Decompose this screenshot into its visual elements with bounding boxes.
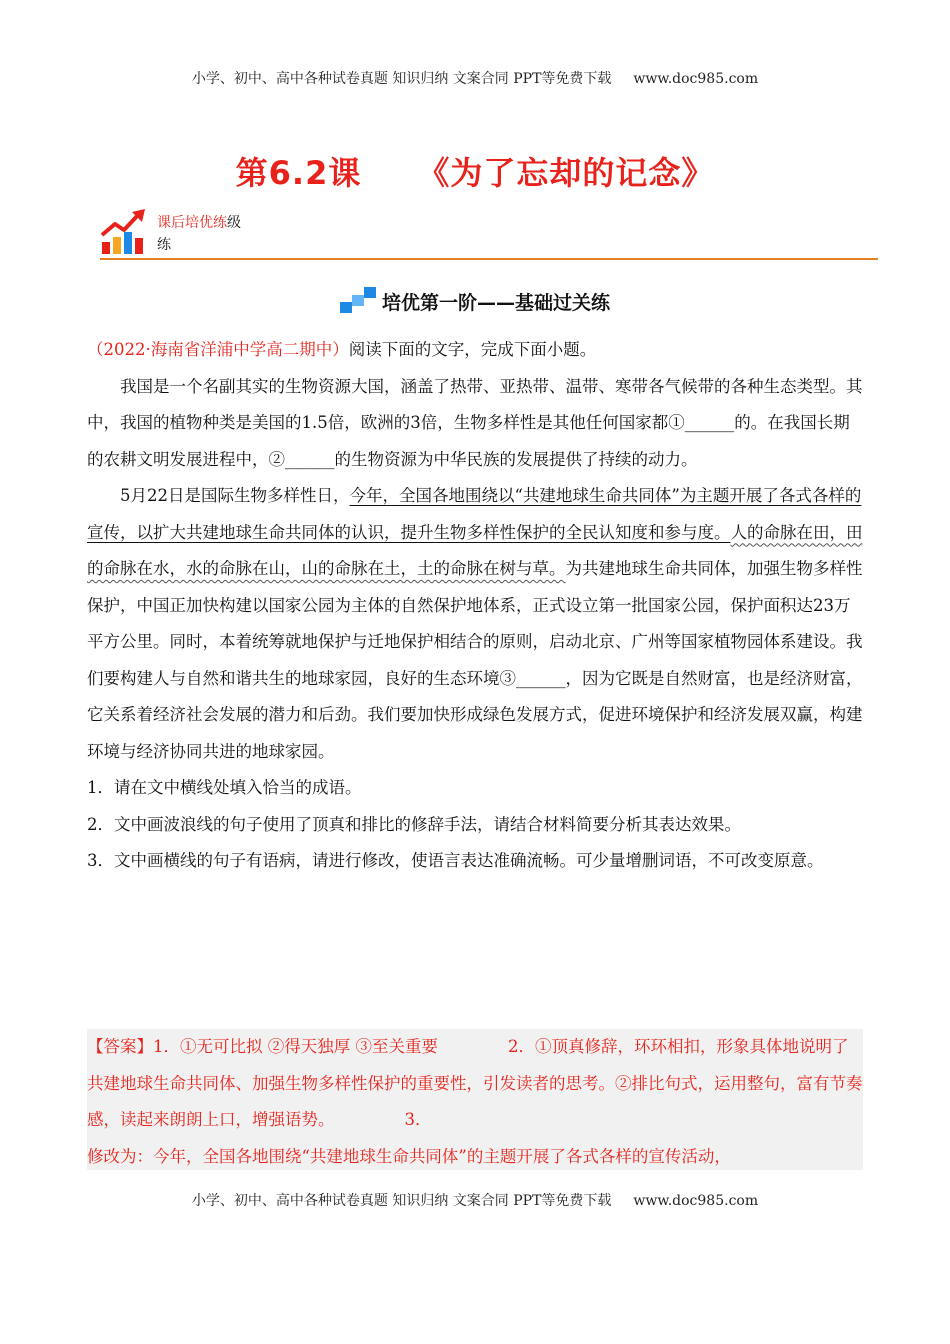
steps-icon: [340, 287, 376, 313]
header-text: 小学、初中、高中各种试卷真题 知识归纳 文案合同 PPT等免费下载: [191, 71, 612, 87]
question-item-2: 2．文中画波浪线的句子使用了顶真和排比的修辞手法，请结合材料简要分析其表达效果。: [87, 814, 741, 834]
footer-text: 小学、初中、高中各种试卷真题 知识归纳 文案合同 PPT等免费下载: [191, 1193, 612, 1209]
answer-part-3: 3．: [404, 1110, 432, 1129]
practice-badge: [157, 212, 267, 256]
answer-text: [87, 1029, 863, 1139]
answer-part-4: 修改为：今年，全国各地围绕“共建地球生命共同体”的主题开展了各式各样的宣传活动，: [87, 1146, 731, 1166]
badge-label-1: 级: [227, 215, 241, 231]
page-footer: [0, 1190, 950, 1210]
answer-part-2: 2．①顶真修辞，环环相扣，形象具体地说明了共建地球生命共同体、加强生物多样性保护的重要性，引发读者的思考。②排比句式，运用整句，富有节奏感，读起来朗朗上口，增强语势。: [87, 1037, 863, 1129]
page-header: [0, 68, 950, 88]
header-rule: [100, 258, 878, 260]
header-site[interactable]: www.doc985.com: [633, 71, 759, 87]
lesson-number: 第6.2课: [235, 154, 362, 192]
lesson-title: [0, 148, 950, 194]
passage-paragraph-2: [87, 478, 863, 770]
growth-chart-icon: [100, 208, 152, 256]
footer-site[interactable]: www.doc985.com: [633, 1193, 759, 1209]
question-item-3: 3．文中画横线的句子有语病，请进行修改，使语言表达准确流畅。可少量增删词语，不可改变原意。: [87, 851, 824, 870]
answer-block: [87, 1029, 863, 1170]
section-heading: [0, 287, 950, 315]
underlined-sentence: 今年，全国各地围绕以“共建地球生命共同体”为主题开展了各式各样的宣传，以扩大共建地球生命共同体的认识，提升生物多样性保护的全民认知度和参与度。: [87, 486, 862, 542]
badge-label-2: 练: [157, 237, 171, 253]
question-source: （2022·海南省洋浦中学高二期中）: [87, 340, 349, 359]
answer-part-1: 【答案】1．①无可比拟 ②得天独厚 ③至关重要: [87, 1037, 438, 1056]
para2-rest: 为共建地球生命共同体，加强生物多样性保护，中国正加快构建以国家公园为主体的自然保护地体系，正式设立第一批国家公园，保护面积达23万平方公里。同时，本着统筹就地保护与迁地保护相结合的原则，启动北京、广州等国家植物园体系建设。我们要构建人与自然和谐共生的地球家园，良好的生态环境③______，因为它既是自然财富，也是经济财富，它关系着经济社会发展的潜力和后劲。我们要加快形成绿色发展方式，促进环境保护和经济发展双赢，构建环境与经济协同共进的地球家园。: [87, 559, 863, 761]
para2-lead: 5月22日是国际生物多样性日，: [120, 486, 350, 505]
question-item-1: 1．请在文中横线处填入恰当的成语。: [87, 778, 362, 797]
passage-paragraph-1: 我国是一个名副其实的生物资源大国，涵盖了热带、亚热带、温带、寒带各气候带的各种生态类型。其中，我国的植物种类是美国的1.5倍，欧洲的3倍，生物多样性是其他任何国家都①______的。在我国长期的农耕文明发展进程中，②______的生物资源为中华民族的发展提供了持续的动力。: [87, 376, 863, 469]
badge-label-red: 课后培优练: [157, 215, 227, 231]
wavy-sentence: 人的命脉在田，田的命脉在水，水的命脉在山，山的命脉在土，土的命脉在树与草。: [87, 522, 863, 578]
lesson-name: 《为了忘却的记念》: [417, 154, 715, 192]
question-instruction: 阅读下面的文字，完成下面小题。: [348, 340, 597, 359]
question-body: [87, 332, 863, 880]
section-heading-text: 培优第一阶——基础过关练: [381, 292, 610, 314]
question-intro: [87, 332, 863, 369]
